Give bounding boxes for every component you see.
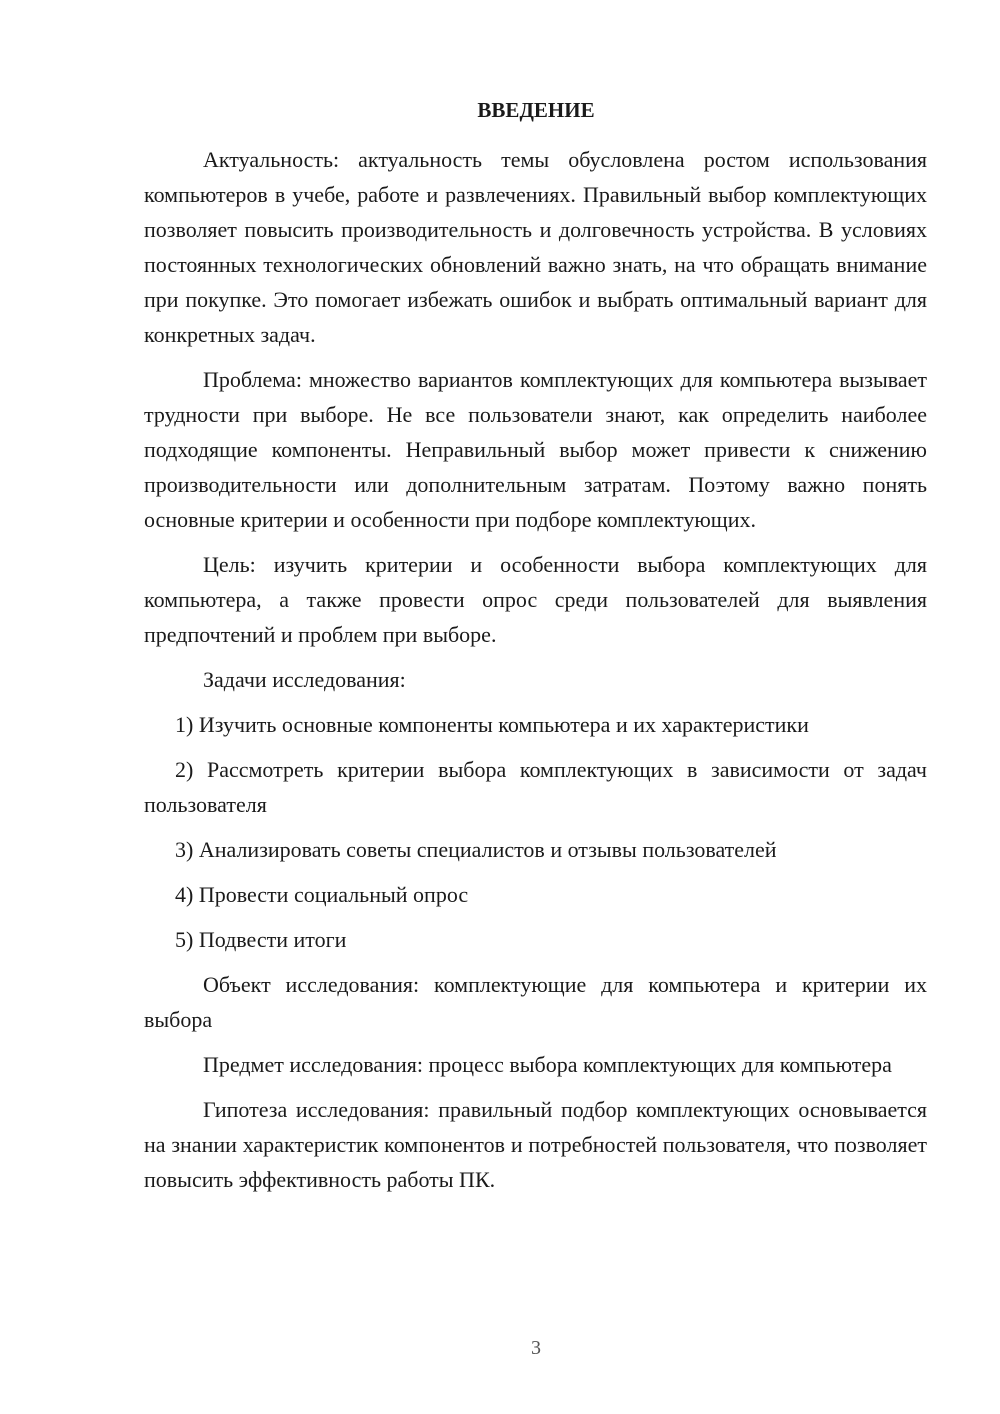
task-item-2: 2) Рассмотреть критерии выбора комплектующих в зависимости от задач пользователя xyxy=(144,757,927,817)
task-item-5: 5) Подвести итоги xyxy=(175,927,347,952)
tasks-heading: Задачи исследования: xyxy=(203,667,406,692)
task-item-4: 4) Провести социальный опрос xyxy=(175,882,469,907)
goal-paragraph: Цель: изучить критерии и особенности выбора комплектующих для компьютера, а также провести опрос среди пользователей для выявления предпочтений и проблем при выборе. xyxy=(144,552,927,647)
task-item-1: 1) Изучить основные компоненты компьютера и их характеристики xyxy=(175,712,809,737)
hypothesis-paragraph: Гипотеза исследования: правильный подбор комплектующих основывается на знании характеристик компонентов и потребностей пользователя, что позволяет повысить эффективность работы ПК. xyxy=(144,1097,927,1192)
relevance-paragraph: Актуальность: актуальность темы обусловлена ростом использования компьютеров в учебе, работе и развлечениях. Правильный выбор комплектующих позволяет повысить производительность и долговечность устройства. В условиях постоянных технологических обновлений важно знать, на что обращать внимание при покупке. Это помогает избежать ошибок и выбрать оптимальный вариант для конкретных задач. xyxy=(144,147,927,347)
section-title: ВВЕДЕНИЕ xyxy=(477,98,595,122)
subject-paragraph: Предмет исследования: процесс выбора комплектующих для компьютера xyxy=(203,1052,892,1077)
task-item-3: 3) Анализировать советы специалистов и отзывы пользователей xyxy=(175,837,777,862)
problem-paragraph: Проблема: множество вариантов комплектующих для компьютера вызывает трудности при выборе. Не все пользователи знают, как определить наиболее подходящие компоненты. Неправильный выбор может привести к снижению производительности или дополнительным затратам. Поэтому важно понять основные критерии и особенности при подборе комплектующих. xyxy=(144,367,927,532)
body-text xyxy=(144,142,927,1197)
object-paragraph: Объект исследования: комплектующие для компьютера и критерии их выбора xyxy=(144,972,927,1032)
page-number: 3 xyxy=(531,1337,541,1359)
